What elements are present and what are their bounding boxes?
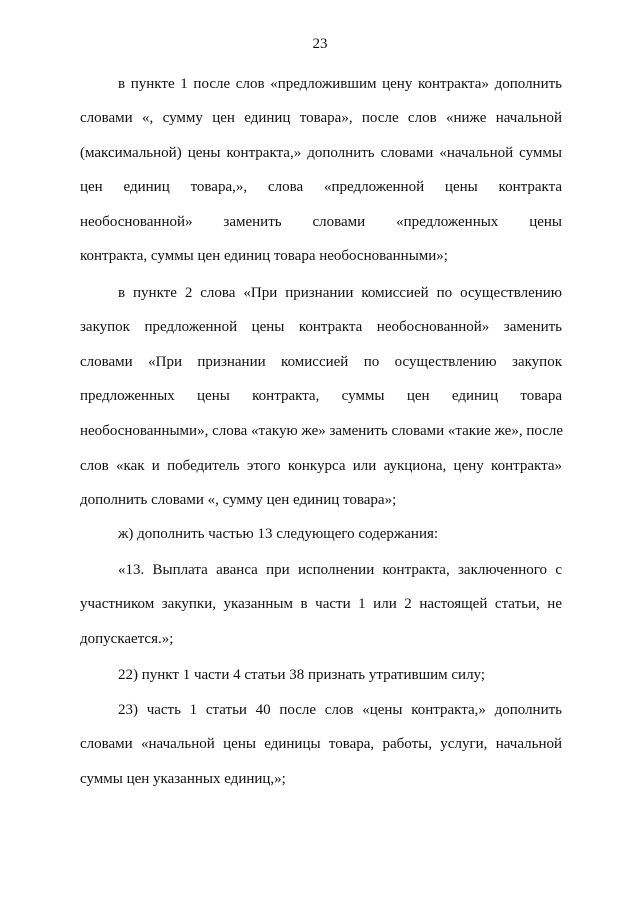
page-number: 23 <box>312 36 328 52</box>
text-line: словами «, сумму цен единиц товара», после слов «ниже начальной <box>80 110 562 126</box>
text-line: необоснованными», слова «такую же» заменить словами «такие же», после <box>80 423 564 439</box>
text-line: цен единиц товара,», слова «предложенной цены контракта <box>80 179 562 195</box>
text-line: ж) дополнить частью 13 следующего содержания: <box>118 526 439 542</box>
text-line: закупок предложенной цены контракта необоснованной» заменить <box>80 319 562 335</box>
text-line: участником закупки, указанным в части 1 или 2 настоящей статьи, не <box>80 596 562 612</box>
text-line: 23) часть 1 статьи 40 после слов «цены контракта,» дополнить <box>118 702 562 718</box>
text-line: в пункте 1 после слов «предложившим цену контракта» дополнить <box>118 76 562 92</box>
text-line: суммы цен указанных единиц,»; <box>80 771 286 787</box>
text-line: в пункте 2 слова «При признании комиссией по осуществлению <box>118 285 562 301</box>
text-line: слов «как и победитель этого конкурса или аукциона, цену контракта» <box>80 458 562 474</box>
text-line: необоснованной» заменить словами «предложенных цены <box>80 214 562 230</box>
text-line: «13. Выплата аванса при исполнении контракта, заключенного с <box>118 562 562 578</box>
text-line: контракта, суммы цен единиц товара необоснованными»; <box>80 248 448 264</box>
text-line: (максимальной) цены контракта,» дополнить словами «начальной суммы <box>80 145 562 161</box>
text-line: словами «При признании комиссией по осуществлению закупок <box>80 354 562 370</box>
text-line: допускается.»; <box>80 631 174 647</box>
text-line: 22) пункт 1 части 4 статьи 38 признать утратившим силу; <box>118 667 486 683</box>
text-line: словами «начальной цены единицы товара, работы, услуги, начальной <box>80 736 562 752</box>
text-line: дополнить словами «, сумму цен единиц товара»; <box>80 492 397 508</box>
text-line: предложенных цены контракта, суммы цен единиц товара <box>80 388 562 404</box>
